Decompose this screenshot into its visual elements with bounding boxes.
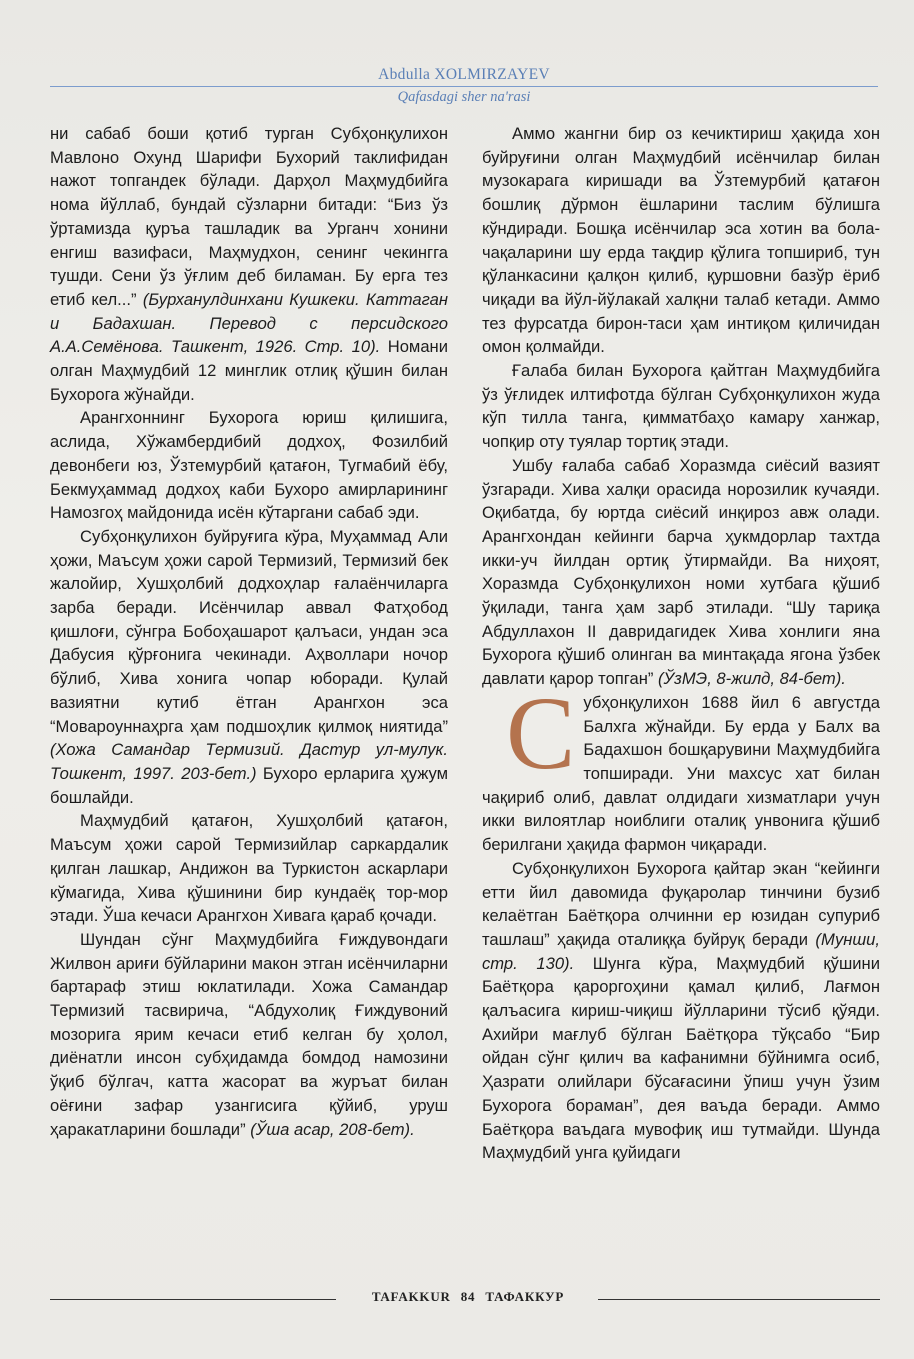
- paragraph-9: Субҳонқулихон 1688 йил 6 августда Балхга жўнайди. Бу ерда у Балх ва Бадахшон бошқарувини Маҳмудбийга топширади. Уни махсус хат билан чақириб олиб, давлат олдидаги хизматлари учун икки вилоятлар ноиблиги оталиқ унвонига қўшиб берилгани ҳақида фармон чиқаради.: [482, 675, 880, 855]
- citation: (Ўша асар, 208-бет).: [250, 1119, 415, 1139]
- page-number: 84: [460, 1289, 476, 1304]
- citation: (Мунши, стр. 130).: [482, 929, 880, 973]
- header-author: Abdulla XOLMIRZAYEV: [378, 66, 550, 83]
- paragraph-8: Ушбу ғалаба сабаб Хоразмда сиёсий вазият ўзгаради. Хива халқи орасида норозилик кучаяди. Оқибатда, бу юртда сиёсий инқироз авж олади. Арангхондан кейинги барча ҳукмдорлар тахтда икки-уч йилдан ортиқ ўтирмайди. Ва ниҳоят, Хоразмда Субҳонқулихон номи хутбага қўшиб ўқилади, танга ҳам зарб этилади. “Шу тариқа Абдуллахон II давридагидек Хива хонлиги яна Бухорога қўшиб олинган ва минтақада ягона ўзбек давлати қарор топган” (ЎзМЭ, 8-жилд, 84-бет).: [482, 455, 880, 689]
- footer-rule-right: [598, 1299, 880, 1300]
- paragraph-3: Субҳонқулихон буйруғига кўра, Муҳаммад Али ҳожи, Маъсум ҳожи сарой Термизий, Термизий бек жалойир, Хушҳолбий додхоҳлар ғалаёнчиларга зарба беради. Исёнчилар аввал Фатҳобод қишлоғи, сўнгра Бобоҳашарот қалъаси, ундан эса Дабусия қўрғонига чекинади. Аҳволлари ночор бўлиб, Хива хонига чопар юборади. Қулай вазиятни кутиб ётган Арангхон эса “Мовароуннаҳрга ҳам подшоҳлик қилмоқ ниятида” (Хожа Самандар Термизий. Дастур ул-мулук. Тошкент, 1997. 203-бет.) Бухоро ерларига ҳужум бошлайди.: [50, 526, 449, 807]
- running-header: [50, 66, 878, 108]
- paragraph-6: Аммо жангни бир оз кечиктириш ҳақида хон буйруғини олган Маҳмудбий исёнчилар билан музокарага киришади ва Ўзтемурбий қатағон бошлиқ дўрмон ёшларини таслим бўлишга кўндиради. Бошқа исёнчилар эса хотин ва бола-чақаларини шу ерда тақдир қўлига топшириб, тун қўланкасини қалқон қилиб, қуршовни базўр ёриб чиқади ва йўл-йўлакай халқни талаб кетади. Аммо тез фурсатда бирон-таси ҳам интиқом қиличидан омон қолмайди.: [482, 124, 880, 357]
- paragraph-2: Арангхоннинг Бухорога юриш қилишига, аслида, Хўжамбердибий додхоҳ, Фозилбий девонбеги юз, Ўзтемурбий қатағон, Тугмабий ёбу, Бекмуҳаммад додхоҳ каби Бухоро амирларининг Намозгоҳ майдонида исён кўтаргани сабаб эди.: [50, 408, 448, 523]
- paragraph-10: Субҳонқулихон Бухорога қайтар экан “кейинги етти йил давомида фуқаролар тинчини бузиб келаётган Баётқора олчинни ер юзидан супуриб ташлаш” ҳақида оталиққа буйруқ беради (Мунши, стр. 130). Шунга кўра, Маҳмудбий қўшини Баётқора қароргоҳини қамал қилиб, Лағмон қалъасига кириш-чиқиш йўлларини тўсиб қўяди. Ахийри мағлуб бўлган Баётқора тўқсабо “Бир ойдан сўнг қилич ва кафанимни бўйнимга осиб, Ҳазрати олийлари бўсағасини ўпиш учун ўзим Бухорога бораман”, дея ваъда беради. Аммо Баётқора ваъдага мувофиқ иш тутмайди. Шунда Маҳмудбий унга қуйидаги: [482, 858, 880, 1163]
- footer-title-latin: TAFAKKUR: [371, 1289, 451, 1304]
- paragraph-7: Ғалаба билан Бухорога қайтган Маҳмудбийга ўз ўғлидек илтифотда бўлган Субҳонқулихон жуда кўп тилла танга, қимматбаҳо камару ханжар, чопқир оту туялар тортиқ этади.: [482, 361, 880, 452]
- citation: (Бурханулдинхани Кушкеки. Каттаган и Бадахшан. Перевод с персидского А.А.Семёнова. Ташкент, 1926. Стр. 10).: [50, 289, 448, 357]
- header-subtitle: Qafasdagi sher na'rasi: [397, 89, 531, 105]
- left-column: [50, 122, 448, 1141]
- footer-rule-left: [50, 1299, 336, 1300]
- paragraph-5: Шундан сўнг Маҳмудбийга Ғиждувондаги Жилвон ариғи бўйларини макон этган исёнчиларни бартараф этиш юклатилади. Хожа Самандар Термизий тасвирича, “Абдухолиқ Ғиждувоний мозорига ярим кечаси етиб келган бу ҳолол, диёнатли инсон субҳидамда бомдод намозини ўқиб бўлгач, катта жасорат ва журъат билан оёғини зафар узангисига қўйиб, уруш ҳаракатларини бошлади” (Ўша асар, 208-бет).: [50, 929, 448, 1139]
- page-footer: [50, 1289, 880, 1309]
- header-rule: [50, 86, 878, 87]
- citation: (Хожа Самандар Термизий. Дастур ул-мулук. Тошкент, 1997. 203-бет.): [50, 740, 448, 783]
- footer-label: [346, 1289, 590, 1305]
- paragraph-1: ни сабаб боши қотиб турган Субҳонқулихон Мавлоно Охунд Шарифи Бухорий таклифидан нажот топгандек бўлади. Дарҳол Маҳмудбийга нома йўллаб, бундай сўзларни битади: “Биз ўз ўртамизда қуръа ташладик ва Урганч хонини енгиш вазифаси, Маҳмудхон, сенинг чекингга тушди. Сени ўз ўғлим деб биламан. Бу ерга тез етиб кел...” (Бурханулдинхани Кушкеки. Каттаган и Бадахшан. Перевод с персидского А.А.Семёнова. Ташкент, 1926. Стр. 10). Номани олган Маҳмудбий 12 минглик отлиқ қўшин билан Бухорога жўнайди.: [50, 124, 448, 404]
- footer-title-cyrillic: ТАФАККУР: [485, 1289, 565, 1304]
- citation: (ЎзМЭ, 8-жилд, 84-бет).: [658, 669, 846, 689]
- drop-cap-letter: С: [506, 675, 576, 791]
- paragraph-4: Маҳмудбий қатағон, Хушҳолбий қатағон, Маъсум ҳожи сарой Термизийлар саркардалик қилган лашкар, Андижон ва Туркистон аскарлари кўмагида, Хива қўшинини бир кундаёқ тор-мор этади. Ўша кечаси Арангхон Хивага қараб қочади.: [50, 811, 448, 926]
- right-column: [482, 122, 880, 1165]
